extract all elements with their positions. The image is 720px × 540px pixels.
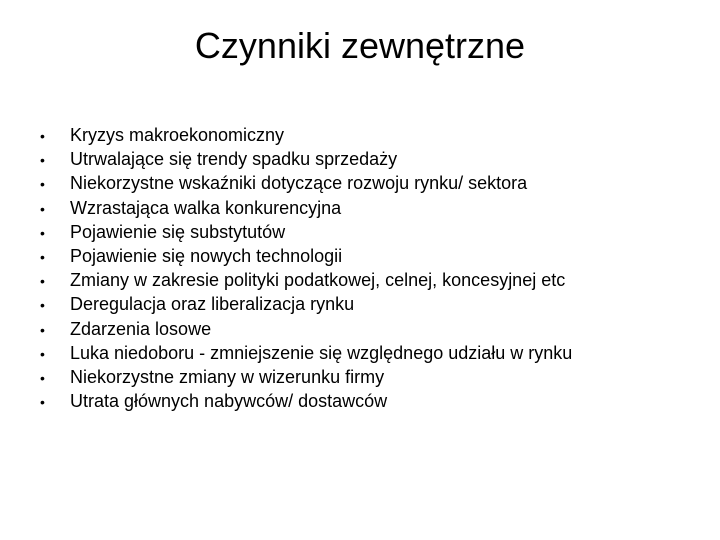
bullet-icon: • <box>40 369 45 386</box>
list-item-text: Wzrastająca walka konkurencyjna <box>70 197 342 218</box>
bullet-icon: • <box>40 321 45 338</box>
list-item <box>40 147 572 171</box>
list-item-text: Luka niedoboru - zmniejszenie się względnego udziału w rynku <box>70 342 573 363</box>
list-item <box>40 389 572 413</box>
list-item-text: Niekorzystne wskaźniki dotyczące rozwoju rynku/ sektora <box>70 173 528 194</box>
list-item-text: Niekorzystne zmiany w wizerunku firmy <box>70 366 385 387</box>
list-item-text: Kryzys makroekonomiczny <box>70 125 285 145</box>
list-item <box>40 171 572 195</box>
bullet-icon: • <box>40 152 45 169</box>
list-item-text: Pojawienie się nowych technologii <box>70 245 343 266</box>
list-item-text: Deregulacja oraz liberalizacja rynku <box>70 294 355 315</box>
bullet-icon: • <box>40 248 45 265</box>
list-item-text: Pojawienie się substytutów <box>70 221 286 242</box>
bullet-icon: • <box>40 128 45 144</box>
bullet-icon: • <box>40 176 45 193</box>
list-item-text: Utrwalające się trendy spadku sprzedaży <box>70 149 398 170</box>
list-item <box>40 268 572 292</box>
list-item <box>40 292 572 316</box>
list-item <box>40 317 572 341</box>
list-item <box>40 365 572 389</box>
list-item <box>40 244 572 268</box>
bullet-icon: • <box>40 200 45 217</box>
bullet-icon: • <box>40 273 45 290</box>
bullet-icon: • <box>40 394 45 411</box>
bullet-list <box>40 123 572 413</box>
list-item <box>40 341 572 365</box>
bullet-icon: • <box>40 297 45 314</box>
list-item-text: Zmiany w zakresie polityki podatkowej, celnej, koncesyjnej etc <box>70 270 566 291</box>
list-item-text: Zdarzenia losowe <box>70 318 212 339</box>
list-item <box>40 123 572 147</box>
list-item <box>40 220 572 244</box>
list-item-text: Utrata głównych nabywców/ dostawców <box>70 391 388 412</box>
bullet-icon: • <box>40 345 45 362</box>
list-item <box>40 196 572 220</box>
slide-title: Czynniki zewnętrzne <box>194 25 526 66</box>
bullet-icon: • <box>40 224 45 241</box>
